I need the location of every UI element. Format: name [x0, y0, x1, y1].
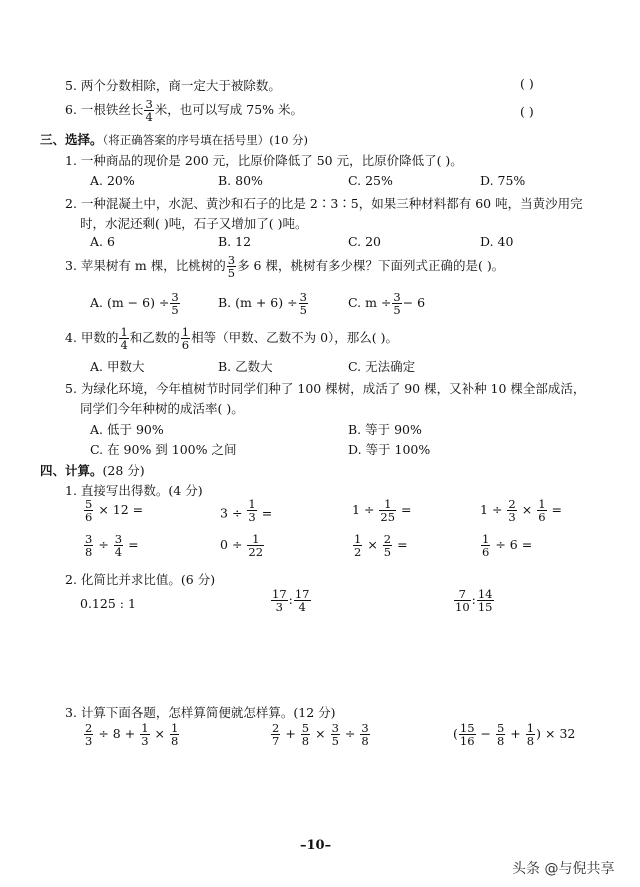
- answer-paren[interactable]: ( ): [520, 76, 534, 91]
- option-a[interactable]: A. 20%: [90, 173, 135, 188]
- ratio-3: $\frac{7}{10}$ : $\frac{14}{15}$: [455, 587, 493, 615]
- option-d[interactable]: D. 75%: [480, 173, 526, 188]
- option-c[interactable]: C. 无法确定: [348, 359, 416, 374]
- fraction: $\frac{3}{4}$: [145, 97, 153, 125]
- answer-paren[interactable]: ( ): [520, 104, 534, 119]
- item-number: 5.: [65, 78, 77, 93]
- item-number: 6.: [65, 102, 77, 118]
- option-a[interactable]: A. (m − 6) ÷ $\frac{3}{5}$: [90, 290, 179, 318]
- option-b[interactable]: B. 等于 90%: [348, 422, 422, 437]
- option-c[interactable]: C. 25%: [348, 173, 393, 188]
- option-b[interactable]: B. 80%: [218, 173, 263, 188]
- option-c[interactable]: C. 20: [348, 234, 381, 249]
- calc-q3: 3. 计算下面各题，怎样算简便就怎样算。(12 分): [65, 705, 336, 720]
- choice-q4: 4. 甲数的 $\frac{1}{4}$ 和乙数的 $\frac{1}{6}$ 相等（甲数、乙数不为 0），那么( )。: [65, 325, 399, 353]
- choice-q5-line2: 同学们今年种树的成活率( )。: [80, 401, 244, 416]
- calc-expr-3: ( $\frac{15}{16}$ − $\frac{5}{8}$ + $\frac{1}{8}$ ) × 32: [453, 721, 576, 749]
- expr-5: $\frac{3}{8}$ ÷ $\frac{3}{4}$ =: [85, 532, 139, 560]
- expr-1: $\frac{5}{6}$ × 12 =: [85, 497, 144, 525]
- expr-8: $\frac{1}{6}$ ÷ 6 =: [482, 532, 533, 560]
- option-b[interactable]: B. 12: [218, 234, 252, 249]
- section-4-heading: 四、计算。(28 分): [40, 463, 145, 478]
- choice-q2-line1: 2. 一种混凝土中，水泥、黄沙和石子的比是 2∶3∶5，如果三种材料都有 60 吨，当黄沙用完: [65, 196, 583, 211]
- choice-q2-line2: 时，水泥还剩( )吨，石子又增加了( )吨。: [80, 216, 308, 231]
- option-c[interactable]: C. 在 90% 到 100% 之间: [90, 442, 237, 457]
- item-text: 米，也可以写成 75% 米。: [154, 102, 303, 118]
- expr-4: 1 ÷ $\frac{2}{3}$ × $\frac{1}{6}$ =: [480, 497, 562, 525]
- item-text: 两个分数相除，商一定大于被除数。: [80, 78, 281, 93]
- option-b[interactable]: B. (m + 6) ÷ $\frac{3}{5}$: [218, 290, 307, 318]
- option-d[interactable]: D. 等于 100%: [348, 442, 431, 457]
- calc-expr-1: $\frac{2}{3}$ ÷ 8 + $\frac{1}{3}$ × $\frac{1}{8}$: [85, 721, 179, 749]
- option-a[interactable]: A. 甲数大: [90, 359, 145, 374]
- judge-item-6: [65, 98, 303, 123]
- watermark: 头条 @与倪共享: [512, 861, 615, 877]
- choice-q3: 3. 苹果树有 m 棵，比桃树的 $\frac{3}{5}$ 多 6 棵，桃树有多少棵？下面列式正确的是( )。: [65, 253, 505, 281]
- page-number: –10–: [300, 838, 332, 853]
- ratio-1: 0.125 : 1: [80, 596, 136, 611]
- option-c[interactable]: C. m ÷ $\frac{3}{5}$ − 6: [348, 290, 426, 318]
- judge-item-5: [65, 76, 281, 94]
- calc-q2: 2. 化简比并求比值。(6 分): [65, 572, 216, 587]
- ratio-2: $\frac{17}{3}$ : $\frac{17}{4}$: [272, 587, 310, 615]
- item-text: 一根铁丝长: [80, 102, 144, 118]
- expr-2: 3 ÷ $\frac{1}{3}$ =: [220, 497, 273, 525]
- expr-7: $\frac{1}{2}$ × $\frac{2}{5}$ =: [354, 532, 408, 560]
- choice-q5-line1: 5. 为绿化环境，今年植树节时同学们种了 100 棵树，成活了 90 棵，又补种 10 棵全部成活，: [65, 381, 586, 396]
- option-a[interactable]: A. 6: [90, 234, 115, 249]
- section-3-heading: 三、选择。（将正确答案的序号填在括号里）(10 分): [40, 132, 309, 147]
- option-a[interactable]: A. 低于 90%: [90, 422, 164, 437]
- option-d[interactable]: D. 40: [480, 234, 514, 249]
- expr-6: 0 ÷ $\frac{1}{22}$: [220, 532, 264, 560]
- expr-3: 1 ÷ $\frac{1}{25}$ =: [352, 497, 412, 525]
- calc-expr-2: $\frac{2}{7}$ + $\frac{5}{8}$ × $\frac{3}{5}$ ÷ $\frac{3}{8}$: [272, 721, 369, 749]
- option-b[interactable]: B. 乙数大: [218, 359, 273, 374]
- calc-q1: 1. 直接写出得数。(4 分): [65, 483, 203, 498]
- choice-q1: 1. 一种商品的现价是 200 元，比原价降低了 50 元，比原价降低了( )。: [65, 153, 463, 168]
